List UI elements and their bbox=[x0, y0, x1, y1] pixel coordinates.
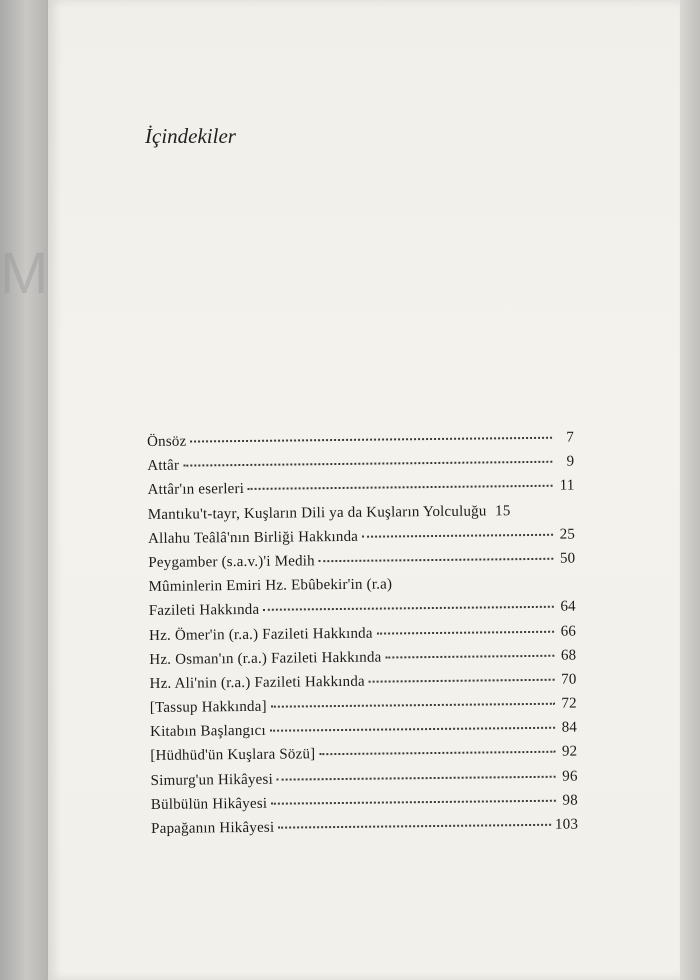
toc-entry-page: 66 bbox=[560, 623, 577, 640]
toc-entry-page: 98 bbox=[562, 792, 578, 809]
toc-entry-label: Hz. Ali'nin (r.a.) Fazileti Hakkında bbox=[149, 673, 365, 692]
toc-dot-leader bbox=[271, 702, 555, 708]
toc-entry-label: Kitabın Başlangıcı bbox=[150, 723, 266, 741]
toc-entry-label: Papağanın Hikâyesi bbox=[151, 819, 275, 837]
toc-entry-label: Simurg'un Hikâyesi bbox=[150, 771, 273, 789]
toc-entry-page: 92 bbox=[561, 743, 578, 761]
toc-dot-leader bbox=[183, 460, 552, 467]
toc-entry[interactable] bbox=[151, 817, 578, 846]
toc-dot-leader bbox=[248, 484, 553, 490]
book-right-edge bbox=[680, 0, 700, 980]
toc-dot-leader bbox=[263, 605, 554, 611]
toc-entry-label: Fazileti Hakkında bbox=[148, 602, 260, 620]
toc-entry-label: Allahu Teâlâ'nın Birliği Hakkında bbox=[148, 528, 359, 547]
page-title: İçindekiler bbox=[145, 124, 236, 148]
toc-entry-page: 9 bbox=[566, 453, 575, 470]
facing-page-edge bbox=[0, 0, 48, 980]
toc-entry-label: Bülbülün Hikâyesi bbox=[150, 795, 268, 813]
toc-entry-page: 70 bbox=[561, 671, 577, 688]
toc-entry-page: 15 bbox=[495, 502, 511, 519]
toc-entry-page: 25 bbox=[559, 526, 576, 543]
toc-entry-page: 64 bbox=[560, 598, 576, 615]
toc-entry-label: Hz. Osman'ın (r.a.) Fazileti Hakkında bbox=[149, 649, 382, 668]
toc-dot-leader bbox=[278, 823, 551, 829]
toc-entry-page: 96 bbox=[562, 768, 578, 785]
toc-dot-leader bbox=[369, 678, 555, 683]
toc-entry-page: 50 bbox=[559, 550, 576, 567]
toc-entry-label: Önsöz bbox=[147, 433, 187, 450]
toc-dot-leader bbox=[270, 726, 555, 732]
toc-entry-label: [Tassup Hakkında] bbox=[149, 698, 267, 717]
toc-entry-label: Peygamber (s.a.v.)'i Medih bbox=[148, 553, 315, 571]
toc-entry-label: Mantıku't-tayr, Kuşların Dili ya da Kuşların Yolculuğu bbox=[147, 503, 487, 523]
toc-dot-leader bbox=[277, 774, 556, 780]
toc-entry-page: 68 bbox=[560, 647, 577, 664]
toc-dot-leader bbox=[271, 799, 556, 805]
toc-dot-leader bbox=[385, 653, 554, 658]
toc-entry-label: Mûminlerin Emiri Hz. Ebûbekir'in (r.a) bbox=[148, 576, 393, 596]
toc-dot-leader bbox=[190, 436, 552, 443]
toc-entry-label: Hz. Ömer'in (r.a.) Fazileti Hakkında bbox=[149, 625, 373, 644]
toc-entry-label: [Hüdhüd'ün Kuşlara Sözü] bbox=[150, 746, 316, 765]
table-of-contents bbox=[147, 430, 578, 846]
toc-dot-leader bbox=[377, 629, 554, 634]
toc-dot-leader bbox=[319, 557, 554, 562]
toc-entry-page: 11 bbox=[559, 477, 575, 495]
toc-entry-page: 72 bbox=[561, 695, 577, 712]
toc-entry-label: Attâr bbox=[147, 457, 180, 475]
toc-entry-label: Attâr'ın eserleri bbox=[147, 481, 245, 499]
toc-entry-page: 84 bbox=[561, 719, 578, 736]
toc-entry-page: 103 bbox=[554, 816, 579, 833]
toc-entry-page: 7 bbox=[566, 429, 575, 446]
toc-dot-leader bbox=[319, 750, 555, 755]
facing-page-letter-mark: M bbox=[0, 241, 49, 306]
toc-dot-leader bbox=[362, 533, 553, 538]
